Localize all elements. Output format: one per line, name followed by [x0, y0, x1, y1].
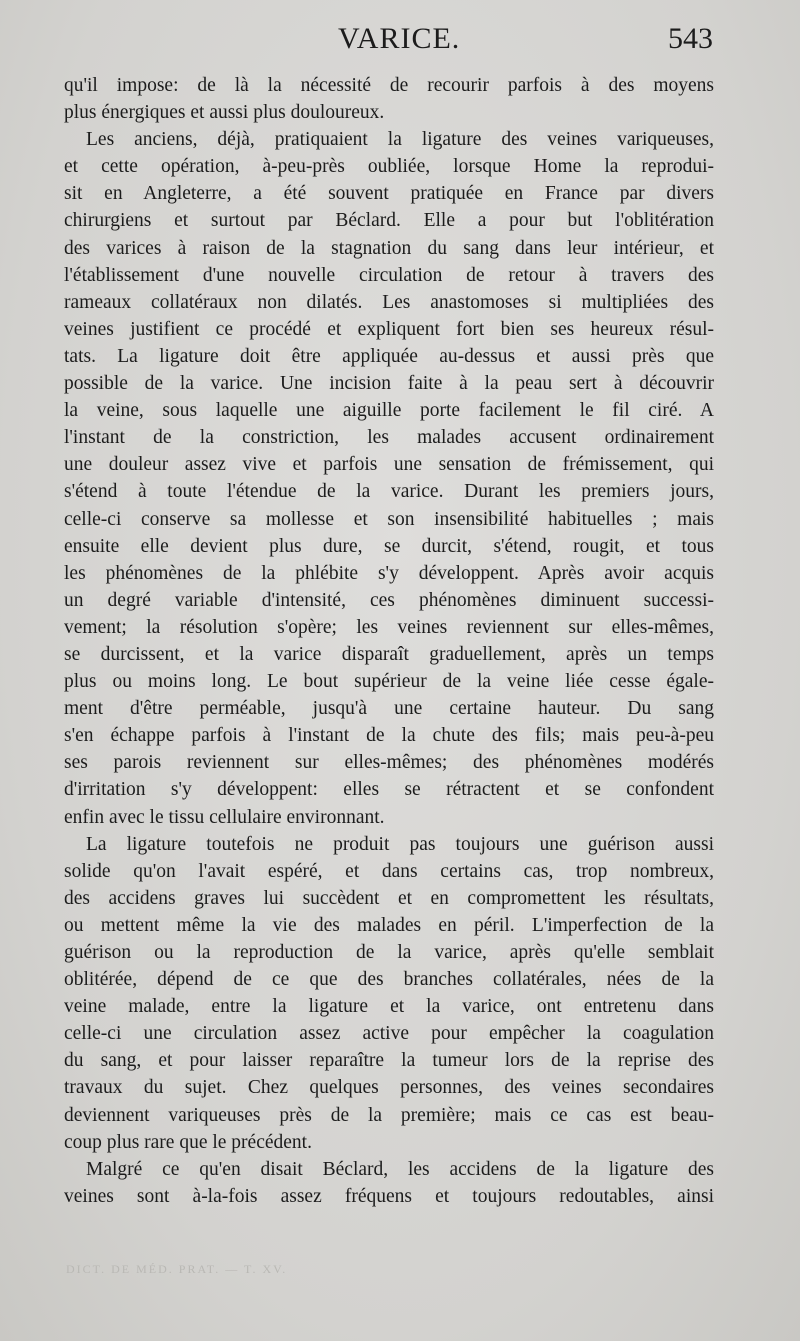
page-number: 543: [668, 22, 713, 55]
text-line: plus ou moins long. Le bout supérieur de la veine liée cesse égale-: [64, 671, 714, 693]
text-line: un degré variable d'intensité, ces phénomènes diminuent successi-: [64, 589, 714, 611]
text-line: la veine, sous laquelle une aiguille porte facilement le fil ciré. A: [64, 400, 714, 422]
text-line: veine malade, entre la ligature et la varice, ont entretenu dans: [64, 996, 714, 1018]
bleed-through-footer: DICT. DE MÉD. PRAT. — T. XV.: [66, 1262, 288, 1276]
body-text: [64, 72, 714, 1210]
text-line: ment d'être perméable, jusqu'à une certaine hauteur. Du sang: [64, 698, 714, 720]
text-line: veines justifient ce procédé et expliquent fort bien ses heureux résul-: [64, 318, 714, 340]
text-line: plus énergiques et aussi plus douloureux.: [64, 102, 385, 124]
text-line: tats. La ligature doit être appliquée au-dessus et aussi près que: [64, 345, 714, 367]
text-line: se durcissent, et la varice disparaît graduellement, après un temps: [64, 643, 714, 665]
text-line: ses parois reviennent sur elles-mêmes; des phénomènes modérés: [64, 752, 714, 774]
running-title: VARICE.: [338, 22, 461, 55]
text-line: Malgré ce qu'en disait Béclard, les accidens de la ligature des: [86, 1158, 714, 1180]
text-line: guérison ou la reproduction de la varice, après qu'elle semblait: [64, 942, 714, 963]
text-line: travaux du sujet. Chez quelques personnes, des veines secondaires: [64, 1077, 714, 1099]
text-line: s'étend à toute l'étendue de la varice. Durant les premiers jours,: [64, 481, 714, 503]
text-line: vement; la résolution s'opère; les veines reviennent sur elles-mêmes,: [64, 616, 714, 638]
text-line: des accidens graves lui succèdent et en compromettent les résultats,: [64, 887, 714, 909]
text-line: La ligature toutefois ne produit pas toujours une guérison aussi: [86, 833, 714, 855]
text-line: enfin avec le tissu cellulaire environnant.: [64, 806, 385, 828]
text-line: celle-ci une circulation assez active pour empêcher la coagulation: [64, 1023, 714, 1045]
text-line: oblitérée, dépend de ce que des branches collatérales, nées de la: [64, 969, 714, 991]
text-line: rameaux collatéraux non dilatés. Les anastomoses si multipliées des: [64, 291, 714, 313]
text-line: celle-ci conserve sa mollesse et son insensibilité habituelles ; mais: [64, 508, 714, 530]
text-line: veines sont à-la-fois assez fréquens et toujours redoutables, ainsi: [64, 1185, 714, 1207]
text-line: et cette opération, à-peu-près oubliée, lorsque Home la reprodui-: [64, 156, 714, 178]
text-line: sit en Angleterre, a été souvent pratiquée en France par divers: [64, 183, 714, 205]
text-line: d'irritation s'y développent: elles se rétractent et se confondent: [64, 779, 714, 801]
text-line: du sang, et pour laisser reparaître la tumeur lors de la reprise des: [64, 1050, 714, 1072]
text-line: ensuite elle devient plus dure, se durcit, s'étend, rougit, et tous: [64, 535, 714, 557]
text-line: Les anciens, déjà, pratiquaient la ligature des veines variqueuses,: [86, 129, 714, 151]
text-line: possible de la varice. Une incision faite à la peau sert à découvrir: [64, 373, 714, 395]
text-line: coup plus rare que le précédent.: [64, 1131, 312, 1153]
text-line: s'en échappe parfois à l'instant de la chute des fils; mais peu-à-peu: [64, 725, 714, 747]
text-line: l'établissement d'une nouvelle circulation de retour à travers des: [64, 264, 714, 286]
text-line: l'instant de la constriction, les malades accusent ordinairement: [64, 427, 714, 449]
text-line: des varices à raison de la stagnation du sang dans leur intérieur, et: [64, 237, 714, 259]
text-line: solide qu'on l'avait espéré, et dans certains cas, trop nombreux,: [64, 860, 714, 882]
text-line: les phénomènes de la phlébite s'y développent. Après avoir acquis: [64, 562, 714, 584]
text-line: qu'il impose: de là la nécessité de recourir parfois à des moyens: [64, 75, 714, 96]
text-line: chirurgiens et surtout par Béclard. Elle a pour but l'oblitération: [64, 210, 714, 232]
text-line: une douleur assez vive et parfois une sensation de frémissement, qui: [64, 454, 714, 476]
text-line: ou mettent même la vie des malades en péril. L'imperfection de la: [64, 914, 714, 936]
text-line: deviennent variqueuses près de la première; mais ce cas est beau-: [64, 1104, 714, 1126]
page-header: [0, 22, 800, 62]
